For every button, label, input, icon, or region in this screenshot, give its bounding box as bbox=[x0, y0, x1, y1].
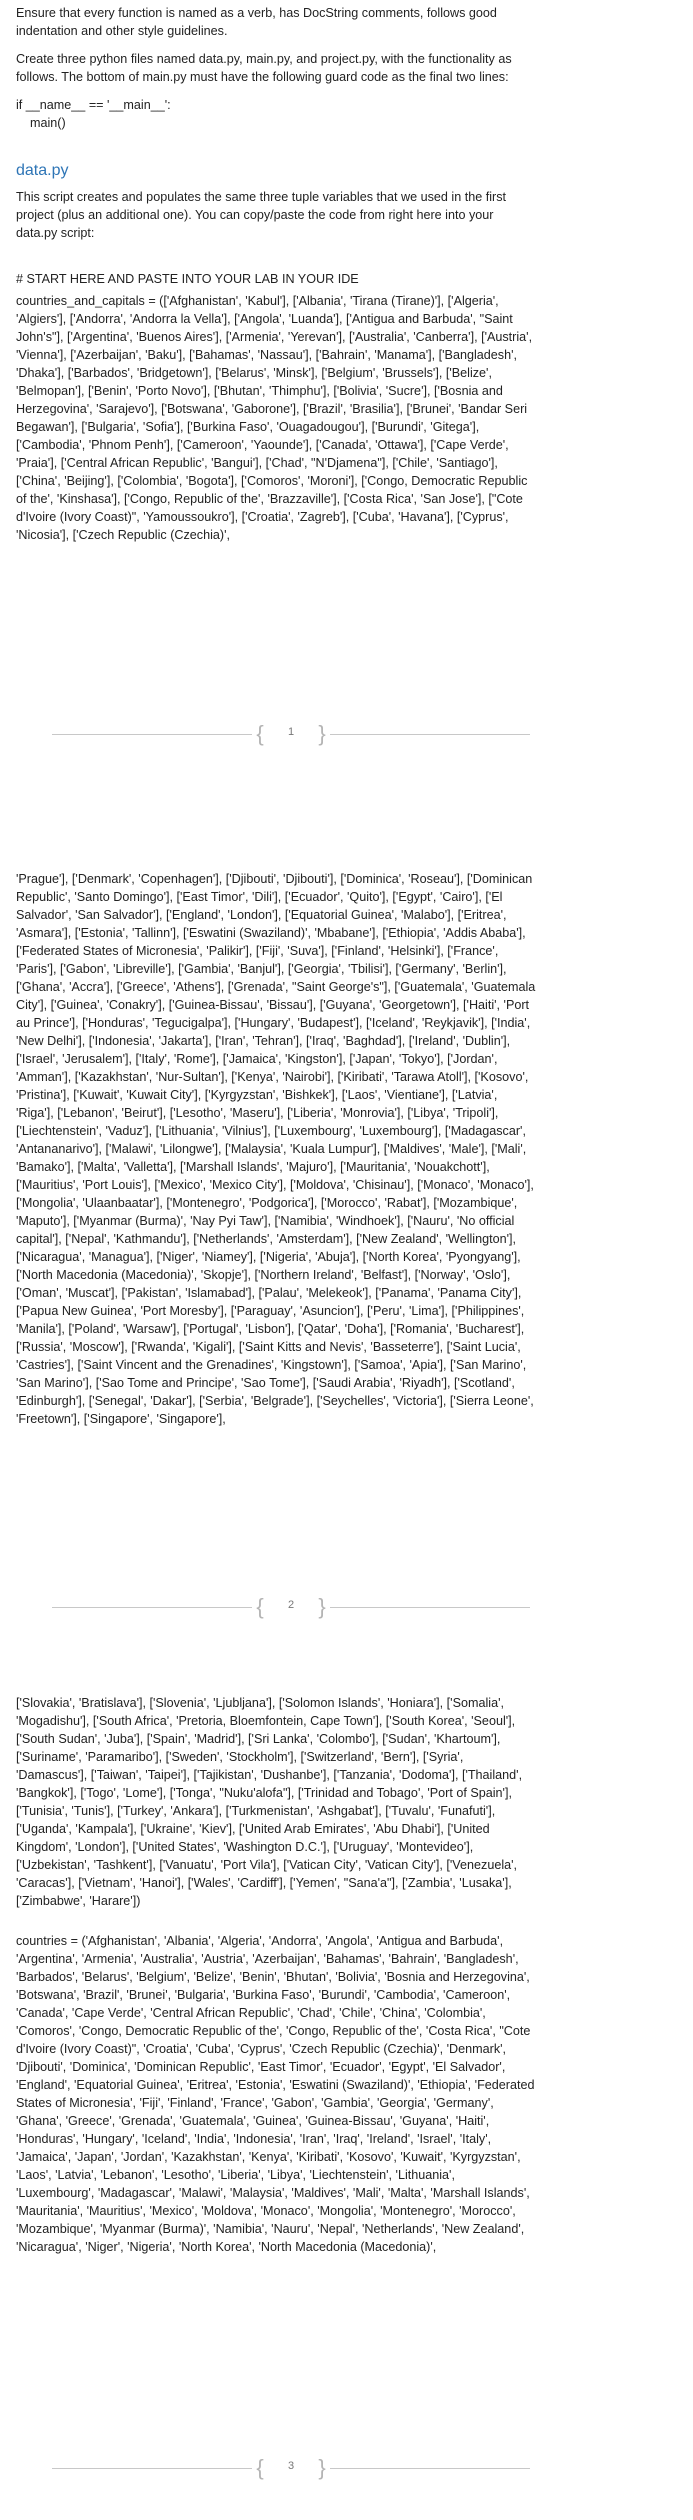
data-py-description: This script creates and populates the same three tuple variables that we used in the first project (plus an additional one). You can copy/paste the code from right here into your data.py script: bbox=[16, 190, 510, 240]
page-number-2: 2 bbox=[287, 1599, 295, 1611]
intro-paragraph: Ensure that every function is named as a verb, has DocString comments, follows good indentation and other style guidelines. bbox=[16, 6, 501, 38]
countries-and-capitals-code-part-3: ['Slovakia', 'Bratislava'], ['Slovenia', 'Ljubljana'], ['Solomon Islands', 'Honiara'], ['Somalia', 'Mogadishu'], ['South Africa', 'Pretoria, Bloemfontein, Cape Town'], ['South Korea', 'Seoul'], ['South Sudan', 'Juba'], ['Spain', 'Madrid'], ['Sri Lanka', 'Colombo'], ['Sudan', 'Khartoum'], ['Suriname', 'Paramaribo'], ['Sweden', 'Stockholm'], ['Switzerland', 'Bern'], ['Syria', 'Damascus'], ['Taiwan', 'Taipei'], ['Tajikistan', 'Dushanbe'], ['Tanzania', 'Dodoma'], ['Thailand', 'Bangkok'], ['Togo', 'Lome'], ['Tonga', "Nuku'alofa"], ['Trinidad and Tobago', 'Port of Spain'], ['Tunisia', 'Tunis'], ['Turkey', 'Ankara'], ['Turkmenistan', 'Ashgabat'], ['Tuvalu', 'Funafuti'], ['Uganda', 'Kampala'], ['Ukraine', 'Kiev'], ['United Arab Emirates', 'Abu Dhabi'], ['United Kingdom', 'London'], ['United States', 'Washington D.C.'], ['Uruguay', 'Montevideo'], ['Uzbekistan', 'Tashkent'], ['Vanuatu', 'Port Vila'], ['Vatican City', 'Vatican City'], ['Venezuela', 'Caracas'], ['Vietnam', 'Hanoi'], ['Wales', 'Cardiff'], ['Yemen', "Sana'a"], ['Zambia', 'Lusaka'], ['Zimbabwe', 'Harare']) bbox=[16, 1696, 526, 1908]
start-marker-comment: # START HERE AND PASTE INTO YOUR LAB IN YOUR IDE bbox=[16, 272, 359, 286]
page-1 bbox=[0, 0, 693, 765]
page-number-3: 3 bbox=[287, 2460, 295, 2472]
page-break-3: { } 3 bbox=[52, 2454, 530, 2484]
data-py-heading: data.py bbox=[16, 162, 69, 179]
page-number-1: 1 bbox=[287, 726, 295, 738]
page-3 bbox=[0, 1694, 693, 2520]
countries-and-capitals-code-part-1: countries_and_capitals = (['Afghanistan', 'Kabul'], ['Albania', 'Tirana (Tirane)'], ['Algeria', 'Algiers'], ['Andorra', 'Andorra la Vella'], ['Angola', 'Luanda'], ['Antigua and Barbuda', "Saint John's"], ['Argentina', 'Buenos Aires'], ['Armenia', 'Yerevan'], ['Australia', 'Canberra'], ['Austria', 'Vienna'], ['Azerbaijan', 'Baku'], ['Bahamas', 'Nassau'], ['Bahrain', 'Manama'], ['Bangladesh', 'Dhaka'], ['Barbados', 'Bridgetown'], ['Belarus', 'Minsk'], ['Belgium', 'Brussels'], ['Belize', 'Belmopan'], ['Benin', 'Porto Novo'], ['Bhutan', 'Thimphu'], ['Bolivia', 'Sucre'], ['Bosnia and Herzegovina', 'Sarajevo'], ['Botswana', 'Gaborone'], ['Brazil', 'Brasilia'], ['Brunei', 'Bandar Seri Begawan'], ['Bulgaria', 'Sofia'], ['Burkina Faso', 'Ouagadougou'], ['Burundi', 'Gitega'], ['Cambodia', 'Phnom Penh'], ['Cameroon', 'Yaounde'], ['Canada', 'Ottawa'], ['Cape Verde', 'Praia'], ['Central African Republic', 'Bangui'], ['Chad', "N'Djamena"], ['Chile', 'Santiago'], ['China', 'Beijing'], ['Colombia', 'Bogota'], ['Comoros', 'Moroni'], ['Congo, Democratic Republic of the', 'Kinshasa'], ['Congo, Republic of the', 'Brazzaville'], ['Costa Rica', 'San Jose'], ["Cote d'Ivoire (Ivory Coast)", 'Yamoussoukro'], ['Croatia', 'Zagreb'], ['Cuba', 'Havana'], ['Cyprus', 'Nicosia'], ['Czech Republic (Czechia)', bbox=[16, 294, 536, 542]
guard-code-line-2: main() bbox=[16, 116, 66, 130]
create-files-paragraph: Create three python files named data.py, main.py, and project.py, with the functionality as follows. The bottom of main.py must have the following guard code as the final two lines: bbox=[16, 52, 516, 84]
guard-code-line-1: if __name__ == '__main__': bbox=[16, 98, 171, 112]
page-2 bbox=[0, 870, 693, 1670]
countries-tuple-code: countries = ('Afghanistan', 'Albania', 'Algeria', 'Andorra', 'Angola', 'Antigua and Barbuda', 'Argentina', 'Armenia', 'Australia', 'Austria', 'Azerbaijan', 'Bahamas', 'Bahrain', 'Bangladesh', 'Barbados', 'Belarus', 'Belgium', 'Belize', 'Benin', 'Bhutan', 'Bolivia', 'Bosnia and Herzegovina', 'Botswana', 'Brazil', 'Brunei', 'Bulgaria', 'Burkina Faso', 'Burundi', 'Cambodia', 'Cameroon', 'Canada', 'Cape Verde', 'Central African Republic', 'Chad', 'Chile', 'China', 'Colombia', 'Comoros', 'Congo, Democratic Republic of the', 'Congo, Republic of the', 'Costa Rica', "Cote d'Ivoire (Ivory Coast)", 'Croatia', 'Cuba', 'Cyprus', 'Czech Republic (Czechia)', 'Denmark', 'Djibouti', 'Dominica', 'Dominican Republic', 'East Timor', 'Ecuador', 'Egypt', 'El Salvador', 'England', 'Equatorial Guinea', 'Eritrea', 'Estonia', 'Eswatini (Swaziland)', 'Ethiopia', 'Federated States of Micronesia', 'Fiji', 'Finland', 'France', 'Gabon', 'Gambia', 'Georgia', 'Germany', 'Ghana', 'Greece', 'Grenada', 'Guatemala', 'Guinea', 'Guinea-Bissau', 'Guyana', 'Haiti', 'Honduras', 'Hungary', 'Iceland', 'India', 'Indonesia', 'Iran', 'Iraq', 'Ireland', 'Israel', 'Italy', 'Jamaica', 'Japan', 'Jordan', 'Kazakhstan', 'Kenya', 'Kiribati', 'Kosovo', 'Kuwait', 'Kyrgyzstan', 'Laos', 'Latvia', 'Lebanon', 'Lesotho', 'Liberia', 'Libya', 'Liechtenstein', 'Lithuania', 'Luxembourg', 'Madagascar', 'Malawi', 'Malaysia', 'Maldives', 'Mali', 'Malta', 'Marshall Islands', 'Mauritania', 'Mauritius', 'Mexico', 'Moldova', 'Monaco', 'Mongolia', 'Montenegro', 'Morocco', 'Mozambique', 'Myanmar (Burma)', 'Namibia', 'Nauru', 'Nepal', 'Netherlands', 'New Zealand', 'Nicaragua', 'Niger', 'Nigeria', 'North Korea', 'North Macedonia (Macedonia)', bbox=[16, 1934, 538, 2254]
page-break-1: { } 1 bbox=[52, 720, 530, 750]
countries-and-capitals-code-part-2: 'Prague'], ['Denmark', 'Copenhagen'], ['Djibouti', 'Djibouti'], ['Dominica', 'Roseau'], ['Dominican Republic', 'Santo Domingo'], ['East Timor', 'Dili'], ['Ecuador', 'Quito'], ['Egypt', 'Cairo'], ['El Salvador', 'San Salvador'], ['England', 'London'], ['Equatorial Guinea', 'Malabo'], ['Eritrea', 'Asmara'], ['Estonia', 'Tallinn'], ['Eswatini (Swaziland)', 'Mbabane'], ['Ethiopia', 'Addis Ababa'], ['Federated States of Micronesia', 'Palikir'], ['Fiji', 'Suva'], ['Finland', 'Helsinki'], ['France', 'Paris'], ['Gabon', 'Libreville'], ['Gambia', 'Banjul'], ['Georgia', 'Tbilisi'], ['Germany', 'Berlin'], ['Ghana', 'Accra'], ['Greece', 'Athens'], ['Grenada', "Saint George's"], ['Guatemala', 'Guatemala City'], ['Guinea', 'Conakry'], ['Guinea-Bissau', 'Bissau'], ['Guyana', 'Georgetown'], ['Haiti', 'Port au Prince'], ['Honduras', 'Tegucigalpa'], ['Hungary', 'Budapest'], ['Iceland', 'Reykjavik'], ['India', 'New Delhi'], ['Indonesia', 'Jakarta'], ['Iran', 'Tehran'], ['Iraq', 'Baghdad'], ['Ireland', 'Dublin'], ['Israel', 'Jerusalem'], ['Italy', 'Rome'], ['Jamaica', 'Kingston'], ['Japan', 'Tokyo'], ['Jordan', 'Amman'], ['Kazakhstan', 'Nur-Sultan'], ['Kenya', 'Nairobi'], ['Kiribati', 'Tarawa Atoll'], ['Kosovo', 'Pristina'], ['Kuwait', 'Kuwait City'], ['Kyrgyzstan', 'Bishkek'], ['Laos', 'Vientiane'], ['Latvia', 'Riga'], ['Lebanon', 'Beirut'], ['Lesotho', 'Maseru'], ['Liberia', 'Monrovia'], ['Libya', 'Tripoli'], ['Liechtenstein', 'Vaduz'], ['Lithuania', 'Vilnius'], ['Luxembourg', 'Luxembourg'], ['Madagascar', 'Antananarivo'], ['Malawi', 'Lilongwe'], ['Malaysia', 'Kuala Lumpur'], ['Maldives', 'Male'], ['Mali', 'Bamako'], ['Malta', 'Valletta'], ['Marshall Islands', 'Majuro'], ['Mauritania', 'Nouakchott'], ['Mauritius', 'Port Louis'], ['Mexico', 'Mexico City'], ['Moldova', 'Chisinau'], ['Monaco', 'Monaco'], ['Mongolia', 'Ulaanbaatar'], ['Montenegro', 'Podgorica'], ['Morocco', 'Rabat'], ['Mozambique', 'Maputo'], ['Myanmar (Burma)', 'Nay Pyi Taw'], ['Namibia', 'Windhoek'], ['Nauru', 'No official capital'], ['Nepal', 'Kathmandu'], ['Netherlands', 'Amsterdam'], ['New Zealand', 'Wellington'], ['Nicaragua', 'Managua'], ['Niger', 'Niamey'], ['Nigeria', 'Abuja'], ['North Korea', 'Pyongyang'], ['North Macedonia (Macedonia)', 'Skopje'], ['Northern Ireland', 'Belfast'], ['Norway', 'Oslo'], ['Oman', 'Muscat'], ['Pakistan', 'Islamabad'], ['Palau', 'Melekeok'], ['Panama', 'Panama City'], ['Papua New Guinea', 'Port Moresby'], ['Paraguay', 'Asuncion'], ['Peru', 'Lima'], ['Philippines', 'Manila'], ['Poland', 'Warsaw'], ['Portugal', 'Lisbon'], ['Qatar', 'Doha'], ['Romania', 'Bucharest'], ['Russia', 'Moscow'], ['Rwanda', 'Kigali'], ['Saint Kitts and Nevis', 'Basseterre'], ['Saint Lucia', 'Castries'], ['Saint Vincent and the Grenadines', 'Kingstown'], ['Samoa', 'Apia'], ['San Marino', 'San Marino'], ['Sao Tome and Principe', 'Sao Tome'], ['Saudi Arabia', 'Riyadh'], ['Scotland', 'Edinburgh'], ['Senegal', 'Dakar'], ['Serbia', 'Belgrade'], ['Seychelles', 'Victoria'], ['Sierra Leone', 'Freetown'], ['Singapore', 'Singapore'], bbox=[16, 872, 539, 1426]
page-break-2: { } 2 bbox=[52, 1593, 530, 1623]
